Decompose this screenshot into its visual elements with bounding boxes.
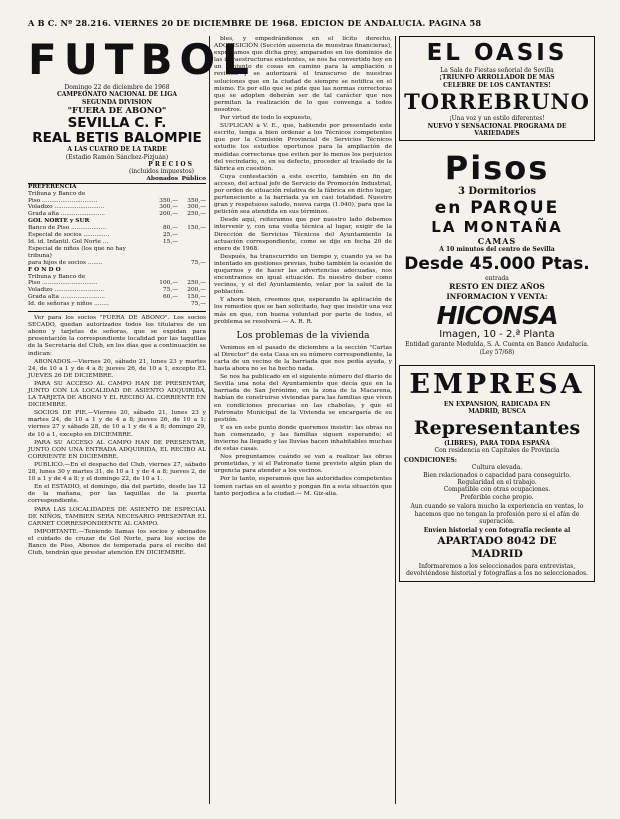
paragraph: SOCIOS DE PIE.—Viernes 20, sábado 21, lunes 23 y martes 24, de 10 a 1 y de 4 a 8; jueves 26, de 10 a 1; viernes 27 y sábado 28, de 10 a 1 y de 4 a 8; domingo 29, de 10 a 1, excepto en DICIEMBRE. (28, 410, 206, 438)
paragraph: Venimos en el pasado de diciembre a la sección "Cartas al Director" de esta Casa en su número correspondiente, la carta de un vecino de la barriada que nos pedía ayuda, y hasta ahora no se ha hecho nada. (214, 344, 392, 373)
price-publico: 75,— (190, 301, 206, 308)
price-row (28, 287, 206, 294)
price-row (28, 232, 206, 239)
price-abonados: 80,— (162, 225, 178, 232)
abono-note: "FUERA DE ABONO" (67, 106, 167, 117)
paragraph: Se nos ha publicado en el siguiente número del diario de Sevilla una nota del Ayuntamiento que decía que en la barriada de San Jerónimo, en la zona de la Macarena, habían de construirse viviendas para las familias que viven en condiciones precarias en las chabolas, y que el Patronato Municipal de la Vivienda se encargaría de su gestión. (214, 374, 392, 423)
column-divider (209, 36, 210, 804)
paragraph: Y ahora bien, creemos que, esperando la aplicación de los remedios que se han solicitado, hay que insistir una vez más en que, con buena voluntad por parte de todos, el problema se resolverá.— A. R. R. (214, 297, 392, 325)
oasis-tagline: ¡TRIUNFO ARROLLADOR DE MAS (439, 74, 555, 82)
price-publico: 75,— (190, 259, 206, 266)
paragraph: SUPLICAN a V. E., que, habiendo por presentado este escrito, tenga a bien ordenar a los Técnicos competentes que por la Comisión Provincial de Servicios Técnicos estudie los estudios oportunos para la ampliación de medidas correctoras que eviten por lo menos los perjuicios del vecindario, o, en su defecto, proceder al traslado de la fábrica en cuestión. (214, 123, 392, 172)
price-label: Grada alta ........................ (28, 211, 106, 218)
price-publico: 300,— (187, 204, 206, 211)
oasis-program: NUEVO Y SENSACIONAL PROGRAMA DE VARIEDADES (427, 122, 567, 138)
price-row (28, 267, 206, 274)
price-label: Piso .............................. (28, 197, 98, 204)
pisos-title: Pisos (444, 149, 550, 188)
empresa-experience: Aun cuando se valora mucho la experiencia en ventas, lo hacemos que no tengan la profesión pero sí el afán de superación. (410, 503, 584, 525)
price-label: Tribuna y Banco de (28, 273, 86, 280)
paragraph: Cuya contestación a este escrito, también en fin de acceso, del actual jefe de Servicio de Promoción Industrial, por orden de situación relativa de la fábrica en dicho lugar, perteneciente a la barriada ya en casi totalidad. Nuestro gran y respetuoso saludo, nueva carga (1.940), para que la petición sea atendida en sus términos. (214, 173, 392, 216)
oasis-slogan: ¡Una voz y un estilo diferentes! (449, 115, 545, 123)
paragraph: bles, y empedrándonos en el lícito derecho, ADQUISICIÓN (Sección ausencia de muestras financieras), expresamos que dicha grey, amparados en los dominios de las infraestructuras existentes, se nos ha convertido hoy en un conjunto de cosas en camino para la ampliación o revisión y se autorizará el transcurso de nuestras soluciones que en la ciudad de siempre se notifica en el mismo. Es por ello que se pide que las normas correctoras que se adopten deberán ser de tal carácter que nos permitan la realización de lo que convenga a todos nosotros. (214, 36, 392, 113)
empresa-ad (399, 365, 595, 582)
away-team: REAL BETIS BALOMPIE (32, 130, 202, 147)
price-abonados: 300,— (159, 204, 178, 211)
price-label: Id. de señoras y niños ........ (28, 301, 109, 308)
empresa-footer: Informaremos a los seleccionados para entrevistas, devolviéndose historial y fotografías a los no seleccionados. (406, 562, 588, 578)
price-abonados: 60,— (162, 294, 178, 301)
conditions-heading: CONDICIONES: (404, 456, 457, 464)
price-abonados (146, 274, 178, 281)
paragraph: Ver para los socios "FUERA DE ABONO". Los socios SECADO, quedan autorizados todos los titulares de un abono y tarjetas de señoras, que se expidan para presentación la correspondiente localidad por las taquillas de la Secretaría del Club, en los días que a continuación se indican: (28, 315, 206, 357)
pisos-ad (399, 147, 595, 359)
paragraph: En el ESTADIO, el domingo, día del partido, desde las 12 de la mañana, por las taquillas de la puerta correspondiente. (28, 484, 206, 505)
price-abonados (146, 218, 178, 225)
empresa-residence: Con residencia en Capitales de Provincia (434, 447, 560, 455)
price-abonados (146, 301, 178, 308)
price-row (28, 246, 206, 260)
el-oasis-ad (399, 36, 595, 141)
oasis-tagline: CELEBRE DE LOS CANTANTES! (443, 81, 551, 89)
price-publico (178, 267, 206, 274)
price-abonados: 350,— (159, 197, 178, 204)
ads-column (399, 36, 595, 804)
conditions-list (404, 464, 590, 501)
oasis-title: EL OASIS (426, 40, 568, 66)
price-label: Especial de socios .............. (28, 232, 110, 239)
price-abonados (146, 267, 178, 274)
pisos-location: en PARQUE (434, 198, 560, 219)
prices-heading: P R E C I O S (148, 161, 192, 169)
ticket-info-text (28, 315, 206, 557)
paragraph: PARA LAS LOCALIDADES DE ASIENTO DE ESPECIAL DE NIÑOS, TAMBIEN SERA NECESARIO PRESENTAR EL CARNET CORRESPONDIENTE AL CAMPO. (28, 506, 206, 527)
price-label: Voladizo ........................... (28, 287, 105, 294)
price-label: Voladizo ........................... (28, 204, 105, 211)
condition-item: Cultura elevada. (471, 464, 523, 472)
price-label: Tribuna y Banco de (28, 190, 86, 197)
hiconsa-logo: HICONSA (436, 301, 558, 331)
condition-item: Bien relacionados o capacidad para conseguirlo. (423, 471, 571, 479)
price-label: Banco de Piso ................... (28, 225, 107, 232)
price-table (28, 176, 206, 308)
price-row (28, 239, 206, 246)
pisos-price: Desde 45.000 Ptas. (404, 253, 590, 274)
letter-text (214, 36, 392, 326)
prices-subheading: (incluidos impuestos) (128, 168, 194, 176)
price-publico: 200,— (187, 287, 206, 294)
price-publico (178, 218, 206, 225)
price-abonados: 100,— (159, 280, 178, 287)
price-label: Especial de niños (los que no hay tribuna) (28, 245, 126, 259)
football-notice-column (28, 35, 256, 804)
housing-letter-text (214, 345, 392, 498)
paragraph: PARA SU ACCESO AL CAMPO HAN DE PRESENTAR, JUNTO CON LA LOCALIDAD DE ASIENTO ADQUIRIDA, LA TARJETA DE ABONO Y EL RECIBO AL CORRIENTE EN DICIEMBRE. (28, 380, 206, 409)
pisos-terms: RESTO EN DIEZ AÑOS (449, 282, 545, 292)
price-row (28, 183, 206, 190)
paragraph: PARA SU ACCESO AL CAMPO HAN DE PRESENTAR, JUNTO CON UNA ENTRADA ADQUIRIDA, EL RECIBO AL CORRIENTE EN DICIEMBRE. (28, 439, 206, 460)
price-publico (178, 191, 206, 198)
price-abonados: 25,— (162, 232, 178, 239)
paragraph: PUBLICO.—En el despacho del Club, viernes 27, sábado 28, lunes 30 y martes 31, de 10 a 1 y de 4 a 8; jueves 2, de 10 a 1 y de 4 a 8; y el domingo 22, de 10 a 1. (28, 461, 206, 483)
representantes-heading: Representantes (413, 416, 581, 439)
paragraph: Por virtud de todo lo expuesto, (220, 115, 312, 122)
condition-item: Preferible coche propio. (460, 493, 534, 501)
price-publico (178, 274, 206, 281)
price-publico: 150,— (187, 225, 206, 232)
paragraph: ABONADOS.—Viernes 20, sábado 21, lunes 23 y martes 24, de 10 a 1 y de 4 a 8; jueves 26, de 10 a 1, excepto EL JUEVES 26 DE DICIEMBRE. (28, 358, 206, 379)
price-label: F O N D O (28, 266, 61, 273)
price-label: PREFERENCIA (28, 183, 77, 190)
section-heading: Los problemas de la vivienda (236, 330, 370, 341)
price-publico (178, 246, 206, 260)
price-row (28, 204, 206, 211)
hiconsa-address: Imagen, 10 - 2.ª Planta (439, 329, 555, 341)
empresa-title: EMPRESA (409, 369, 585, 401)
price-publico: 150,— (187, 294, 206, 301)
pisos-entrada: entrada (485, 274, 509, 282)
price-abonados (146, 260, 178, 267)
paragraph: Desde aquí, reiteramos que por nuestro lado debemos intervenir y, con una visita técnica al lugar, exigir de la Dirección de Servicios Técnicos del Ayuntamiento la actuación correspondiente, como se dijo en fecha 20 de enero de 1968. (214, 217, 392, 252)
paragraph: Por lo tanto, esperamos que las autoridades competentes tomen cartas en el asunto y pongan fin a esta situación que tanto perjudica a la ciudad.— M. Giz-alia. (214, 476, 392, 497)
divider (28, 311, 206, 312)
home-team: SEVILLA C. F. (67, 115, 167, 132)
price-row (28, 280, 206, 287)
price-abonados: 75,— (162, 287, 178, 294)
column-divider (395, 36, 396, 804)
division-name: SEGUNDA DIVISION (81, 98, 153, 106)
col-publico: Público (181, 175, 206, 182)
match-time: A LAS CUATRO DE LA TARDE (67, 146, 167, 154)
paragraph: Nos preguntamos cuándo se van a realizar las obras prometidas, y si el Patronato tiene previsto algún plan de urgencia para atender a los vecinos. (214, 454, 392, 475)
football-title: FUTBOL (28, 35, 256, 84)
page-header: A B C. Nº 28.216. VIERNES 20 DE DICIEMBRE DE 1968. EDICION DE ANDALUCIA. PAGINA 58 (28, 18, 482, 28)
price-publico: 250,— (187, 280, 206, 287)
price-row (28, 191, 206, 198)
price-label: para hijos de socios ........ (28, 259, 103, 266)
paragraph: Después, ha transcurrido un tiempo y, cuando ya se ha intentado en gestiones previas, hubo también la ocasión de quejarnos y de hacer las advertencias adecuadas, nos encontramos en igual situación. Es nuestro deber como vecinos, y el del Ayuntamiento, velar por la salud de la población. (214, 253, 392, 296)
price-publico (178, 239, 206, 246)
empresa-send: Envíen historial y con fotografía reciente al (423, 527, 571, 535)
match-date: Domingo 22 de diciembre de 1968 (64, 84, 170, 91)
price-abonados (146, 183, 178, 190)
empresa-scope: (LIBRES), PARA TODA ESPAÑA (444, 439, 550, 447)
apartado: APARTADO 8042 DE (437, 534, 557, 547)
price-label: GOL NORTE y SUR (28, 218, 90, 225)
price-publico: 350,— (187, 197, 206, 204)
price-label: Id. id. Infantil. Gol Norte ... (28, 239, 109, 245)
price-row (28, 260, 206, 267)
condition-item: Regularidad en el trabajo. (457, 478, 537, 486)
price-abonados (146, 191, 178, 198)
price-row (28, 218, 206, 225)
oasis-subtitle: La Sala de Fiestas señorial de Sevilla (440, 67, 554, 74)
empresa-sub: EN EXPANSION, RADICADA EN (443, 401, 551, 409)
pisos-distance: A 10 minutos del centro de Sevilla (439, 246, 555, 254)
price-publico: 250,— (187, 211, 206, 218)
price-publico (178, 232, 206, 239)
pisos-rooms: 3 Dormitorios (457, 186, 537, 198)
price-publico (178, 183, 206, 190)
price-abonados: 15,— (162, 239, 178, 245)
artist-name: TORREBRUNO (404, 89, 590, 115)
price-row (28, 301, 206, 308)
empresa-sub: MADRID, BUSCA (468, 408, 526, 416)
condition-item: Compatible con otras ocupaciones. (443, 486, 551, 494)
pisos-info: INFORMACION Y VENTA: (446, 292, 548, 302)
paragraph: Y es en este punto donde queremos insistir: las obras no han comenzado, y las familias siguen esperando; el invierno ha llegado y las lluvias hacen inhabitables muchas de estas casas. (214, 424, 392, 453)
hiconsa-guarantee: Entidad garante Medulda, S. A. Cuenta en Banco Andalucía. (Ley 57/68) (405, 341, 589, 356)
col-abonados: Abonados (146, 175, 178, 182)
pisos-area: CAMAS (477, 236, 517, 247)
apartado-city: MADRID (471, 547, 523, 560)
price-row (28, 198, 206, 205)
stadium-name: (Estadio Ramón Sánchez-Pizjuán) (65, 153, 169, 161)
price-label: Piso .............................. (28, 280, 98, 287)
price-row (28, 274, 206, 281)
price-row (28, 225, 206, 232)
league-name: CAMPEONATO NACIONAL DE LIGA (56, 91, 178, 99)
price-abonados: 200,— (159, 211, 178, 218)
price-label: Grada alta ........................ (28, 294, 106, 301)
pisos-location: LA MONTAÑA (431, 218, 563, 237)
price-abonados (146, 246, 178, 260)
paragraph: IMPORTANTE.—Teniendo llamas los socios y abonados el cuidado de cruzar de Gol Norte, para los socios de Banco de Piso, Abonos de temporada para el recibo del Club, tendrán que prestar atención EN DICIEMBRE. (28, 528, 206, 557)
price-row (28, 211, 206, 218)
letters-column (214, 36, 392, 804)
